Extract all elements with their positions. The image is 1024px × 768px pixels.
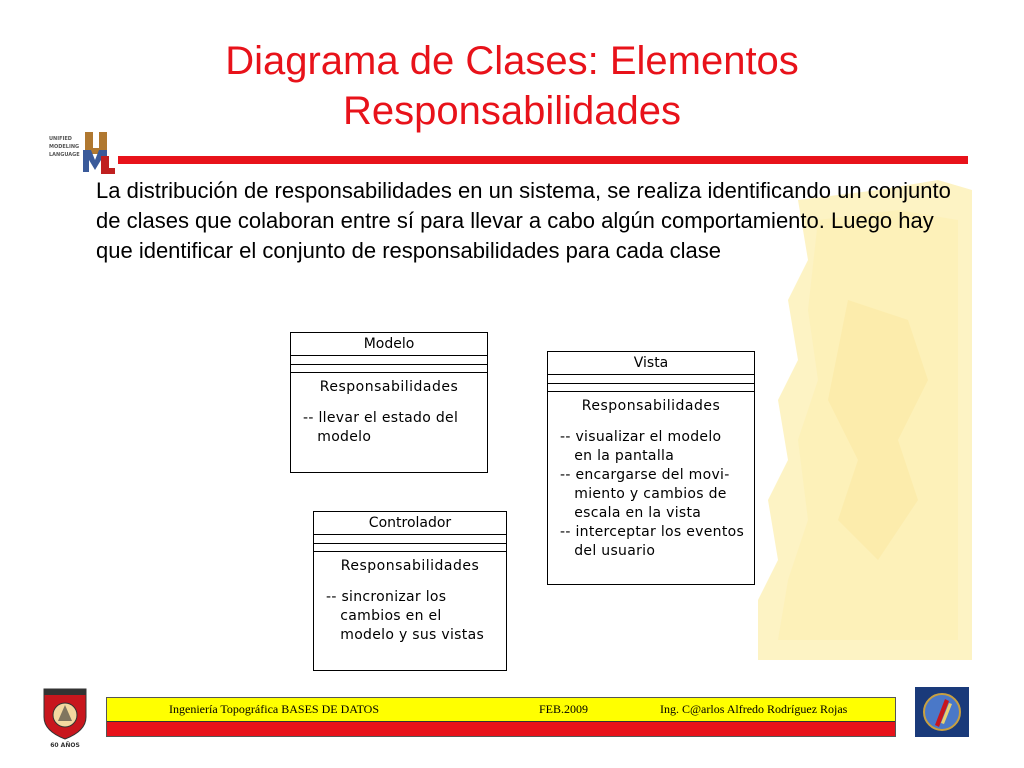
operations-compartment — [291, 365, 487, 373]
class-box-vista — [547, 351, 755, 585]
operations-compartment — [314, 544, 506, 552]
uml-logo — [45, 128, 117, 176]
responsibilities-list — [548, 428, 754, 561]
faculty-logo-icon — [915, 687, 969, 737]
uml-logo-line3: LANGUAGE — [49, 152, 80, 158]
footer-course: Ingeniería Topográfica BASES DE DATOS — [169, 702, 380, 716]
university-seal-icon — [40, 687, 90, 749]
responsibility-item: -- encargarse del movi- — [560, 467, 730, 483]
uml-logo-line2: MODELING — [49, 144, 80, 150]
slide-title — [0, 36, 1024, 136]
responsibilities-title: Responsabilidades — [319, 379, 459, 395]
slide-title-line2: Responsabilidades — [342, 89, 681, 133]
responsibilities-list — [291, 409, 487, 447]
slide-title-line1: Diagrama de Clases: Elementos — [225, 39, 799, 83]
operations-compartment — [548, 384, 754, 392]
responsibilities-title: Responsabilidades — [340, 558, 480, 574]
footer-bar — [106, 697, 896, 737]
class-name: Vista — [548, 352, 754, 375]
attributes-compartment — [314, 535, 506, 544]
footer-red-band — [107, 722, 895, 736]
body-paragraph: La distribución de responsabilidades en un sistema, se realiza identificando un conjunto de clases que colaboran entre sí para llevar a cabo algún comportamiento. Luego hay que identificar el conjunto de responsabilidades para cada clase — [96, 178, 951, 263]
responsibility-item: -- llevar el estado del — [303, 410, 459, 426]
responsibility-item: en la pantalla — [560, 448, 675, 464]
uml-logo-line1: UNIFIED — [49, 136, 72, 142]
class-name: Controlador — [314, 512, 506, 535]
footer-date: FEB.2009 — [539, 702, 589, 716]
responsibility-item: cambios en el — [326, 608, 442, 624]
responsibility-item: -- interceptar los eventos — [560, 524, 745, 540]
responsibilities-list — [314, 588, 506, 645]
uml-logo-icon — [45, 128, 117, 176]
responsibility-item: modelo y sus vistas — [326, 627, 485, 643]
class-name: Modelo — [291, 333, 487, 356]
responsibility-item: del usuario — [560, 543, 656, 559]
responsibility-item: -- visualizar el modelo — [560, 429, 722, 445]
seal-text: 60 AÑOS — [50, 742, 80, 749]
responsibility-item: escala en la vista — [560, 505, 702, 521]
class-box-controlador — [313, 511, 507, 671]
attributes-compartment — [291, 356, 487, 365]
responsibility-item: modelo — [303, 429, 372, 445]
title-divider — [118, 156, 968, 164]
faculty-logo — [915, 687, 969, 737]
university-seal — [40, 687, 90, 749]
class-box-modelo — [290, 332, 488, 473]
responsibility-item: -- sincronizar los — [326, 589, 447, 605]
responsibilities-title: Responsabilidades — [581, 398, 721, 414]
attributes-compartment — [548, 375, 754, 384]
responsibility-item: miento y cambios de — [560, 486, 727, 502]
footer-author: Ing. C@arlos Alfredo Rodríguez Rojas — [660, 702, 848, 716]
